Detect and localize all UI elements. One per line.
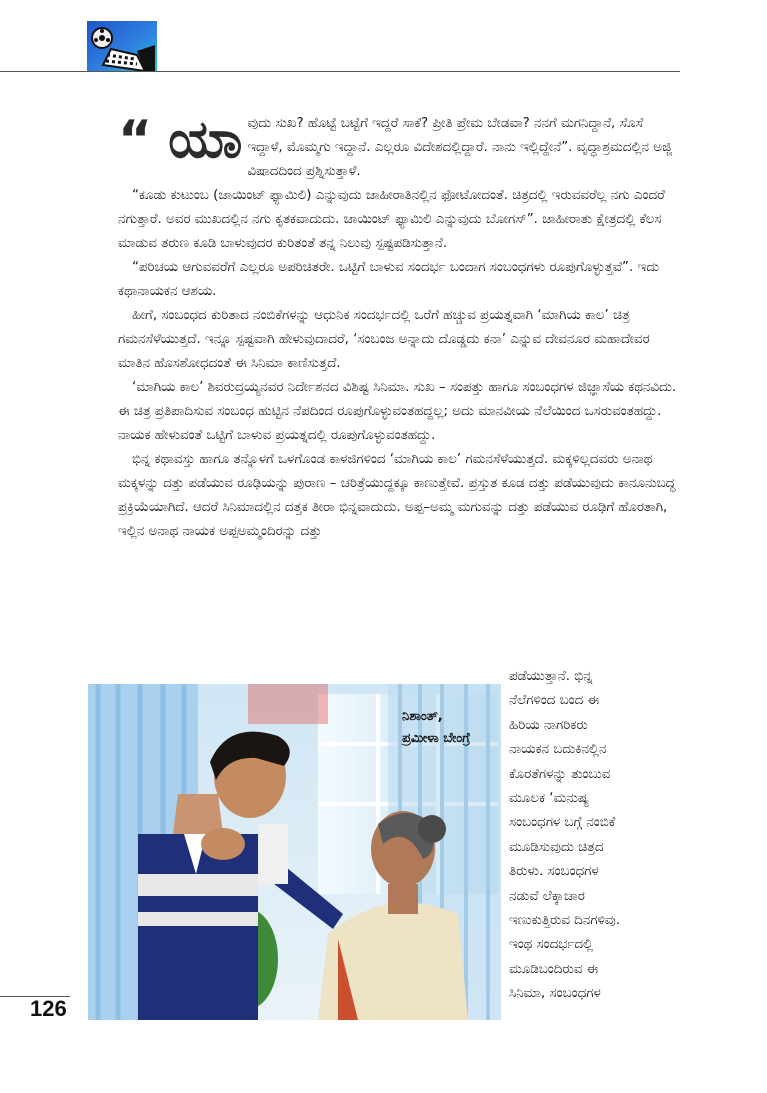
column-line: ಸಿನಿಮಾ, ಸಂಬಂಧಗಳ	[509, 986, 601, 1002]
narrow-column	[509, 665, 681, 1007]
column-line: ನಡುವೆ ಲೆಕ್ಕಾಚಾರ	[509, 888, 585, 904]
film-camera-icon	[87, 21, 157, 72]
column-line: ಹಿರಿಯ ನಾಗರಿಕರು	[509, 717, 588, 733]
drop-cap: “ ಯಾ	[118, 110, 242, 170]
article-body	[118, 112, 680, 544]
header-divider	[0, 71, 680, 72]
caption-line: ನಿಶಾಂತ್,	[402, 709, 443, 724]
column-line: ಕೊರತೆಗಳನ್ನು ತುಂಬುವ	[509, 766, 611, 782]
article-paragraph-2: “ಕೂಡು ಕುಟುಂಬ (ಜಾಯಿಂಟ್ ಫ್ಯಾಮಿಲಿ) ಎನ್ನುವುದು ಜಾಹೀರಾತಿನಲ್ಲಿನ ಫೋಟೋದಂತೆ. ಚಿತ್ರದಲ್ಲಿ ಇರುವವರೆಲ್ಲ ನಗು ಎಂದರೆ ನಗುತ್ತಾರೆ. ಅವರ ಮುಖದಲ್ಲಿನ ನಗು ಕೃತಕವಾದುದು. ಜಾಯಿಂಟ್ ಫ್ಯಾಮಿಲಿ ಎನ್ನುವುದು ಬೋಗಸ್”. ಜಾಹೀರಾತು ಕ್ಷೇತ್ರದಲ್ಲಿ ಕೆಲಸ ಮಾಡುವ ತರುಣ ಕೂಡಿ ಬಾಳುವುದರ ಕುರಿತಂತೆ ತನ್ನ ನಿಲುವು ಸ್ಪಷ್ಟಪಡಿಸುತ್ತಾನೆ.	[118, 188, 665, 251]
column-line: ಮೂಡಿಸುವುದು ಚಿತ್ರದ	[509, 839, 604, 855]
column-line: ಸಂಬಂಧಗಳ ಬಗ್ಗೆ ನಂಬಿಕೆ	[509, 815, 616, 831]
column-line: ಮೂಡಿಬಂದಿರುವ ಈ	[509, 961, 599, 977]
column-line: ಇಣುಕುತ್ತಿರುವ ದಿನಗಳಿವು.	[509, 913, 620, 929]
page-number: 126	[30, 996, 67, 1021]
photo-caption	[402, 706, 470, 750]
column-line: ನೆಲೆಗಳಿಂದ ಬಂದ ಈ	[509, 693, 600, 709]
column-line: ಮೂಲಕ ‘ಮನುಷ್ಯ	[509, 791, 589, 807]
article-paragraph-4: ಹೀಗೆ, ಸಂಬಂಧದ ಕುರಿತಾದ ನಂಬಿಕೆಗಳನ್ನು ಆಧುನಿಕ ಸಂದರ್ಭದಲ್ಲಿ ಒರೆಗೆ ಹಚ್ಚುವ ಪ್ರಯತ್ನವಾಗಿ ‘ಮಾಗಿಯ ಕಾಲ’ ಚಿತ್ರ ಗಮನಸೆಳೆಯುತ್ತದೆ. ಇನ್ನೂ ಸ್ಪಷ್ಟವಾಗಿ ಹೇಳುವುದಾದರೆ, ‘ಸಂಬಂಜ ಅನ್ನಾದು ದೊಡ್ಡದು ಕನಾ’ ಎನ್ನುವ ದೇವನೂರ ಮಹಾದೇವರ ಮಾತಿನ ಹೊಸಶೋಧದಂತೆ ಈ ಸಿನಿಮಾ ಕಾಣಿಸುತ್ತದೆ.	[118, 308, 650, 371]
paragraph-text: ವುದು ಸುಖ? ಹೊಟ್ಟೆ ಬಟ್ಟೆಗೆ ಇದ್ದರೆ ಸಾಕೆ? ಪ್ರೀತಿ ಪ್ರೇಮ ಬೇಡವಾ? ನನಗೆ ಮಗನಿದ್ದಾನೆ, ಸೊಸೆ ಇದ್ದಾಳೆ, ಮೊಮ್ಮಗು ಇದ್ದಾನೆ. ಎಲ್ಲರೂ ವಿದೇಶದಲ್ಲಿದ್ದಾರೆ. ನಾನು ಇಲ್ಲಿದ್ದೇನೆ”. ವೃದ್ಧಾಶ್ರಮದಲ್ಲಿನ ಅಜ್ಜಿ ವಿಷಾದದಿಂದ ಪ್ರಶ್ನಿಸುತ್ತಾಳೆ.	[247, 116, 672, 179]
caption-line: ಪ್ರಮೀಳಾ ಬೇಂಗ್ರೆ	[402, 731, 471, 746]
column-line: ನಾಯಕನ ಬದುಕಿನಲ್ಲಿನ	[509, 742, 607, 758]
article-paragraph-3: “ಪರಿಚಯ ಆಗುವವರೆಗೆ ಎಲ್ಲರೂ ಅಪರಿಚಿತರೇ. ಒಟ್ಟಿಗೆ ಬಾಳುವ ಸಂದರ್ಭ ಬಂದಾಗ ಸಂಬಂಧಗಳು ರೂಪುಗೊಳ್ಳುತ್ತವೆ”. ಇದು ಕಥಾನಾಯಕನ ಆಶಯ.	[118, 260, 660, 299]
article-paragraph-5: ‘ಮಾಗಿಯ ಕಾಲ’ ಶಿವರುದ್ರಯ್ಯನವರ ನಿರ್ದೇಶನದ ವಿಶಿಷ್ಟ ಸಿನಿಮಾ. ಸುಖ – ಸಂಪತ್ತು ಹಾಗೂ ಸಂಬಂಧಗಳ ಜಿಜ್ಞಾಸೆಯ ಕಥನವಿದು. ಈ ಚಿತ್ರ ಪ್ರತಿಪಾದಿಸುವ ಸಂಬಂಧ ಹುಟ್ಟಿನ ನೆಪದಿಂದ ರೂಪುಗೊಳ್ಳುವಂತಹದ್ದಲ್ಲ; ಅದು ಮಾನವೀಯ ನೆಲೆಯಿಂದ ಒಸರುವಂತಹದ್ದು. ನಾಯಕ ಹೇಳುವಂತೆ ಒಟ್ಟಿಗೆ ಬಾಳುವ ಪ್ರಯತ್ನದಲ್ಲಿ ರೂಪುಗೊಳ್ಳುವಂತಹದ್ದು.	[118, 380, 677, 443]
article-paragraph-1	[118, 112, 680, 184]
column-line: ಇಂಥ ಸಂದರ್ಭದಲ್ಲಿ	[509, 937, 594, 953]
column-line: ತಿರುಳು. ಸಂಬಂಧಗಳ	[509, 864, 599, 880]
column-line: ಪಡೆಯುತ್ತಾನೆ. ಭಿನ್ನ	[509, 669, 593, 684]
article-paragraph-6: ಭಿನ್ನ ಕಥಾವಸ್ತು ಹಾಗೂ ತನ್ನೊಳಗೆ ಒಳಗೊಂಡ ಕಾಳಜಿಗಳಿಂದ ‘ಮಾಗಿಯ ಕಾಲ’ ಗಮನಸೆಳೆಯುತ್ತದೆ. ಮಕ್ಕಳಿಲ್ಲದವರು ಅನಾಥ ಮಕ್ಕಳನ್ನು ದತ್ತು ಪಡೆಯುವ ರೂಢಿಯನ್ನು ಪುರಾಣ – ಚರಿತ್ರೆಯುದ್ದಕ್ಕೂ ಕಾಣುತ್ತೇವೆ. ಪ್ರಸ್ತುತ ಕೂಡ ದತ್ತು ಪಡೆಯುವುದು ಕಾನೂನುಬದ್ಧ ಪ್ರಕ್ರಿಯೆಯಾಗಿದೆ. ಆದರೆ ಸಿನಿಮಾದಲ್ಲಿನ ದತ್ತಕ ತೀರಾ ಭಿನ್ನವಾದುದು. ಅಪ್ಪ–ಅಮ್ಮ ಮಗುವನ್ನು ದತ್ತು ಪಡೆಯುವ ರೂಢಿಗೆ ಹೊರತಾಗಿ, ಇಲ್ಲಿನ ಅನಾಥ ನಾಯಕ ಅಪ್ಪಅಮ್ಮಂದಿರನ್ನು ದತ್ತು	[118, 452, 676, 539]
